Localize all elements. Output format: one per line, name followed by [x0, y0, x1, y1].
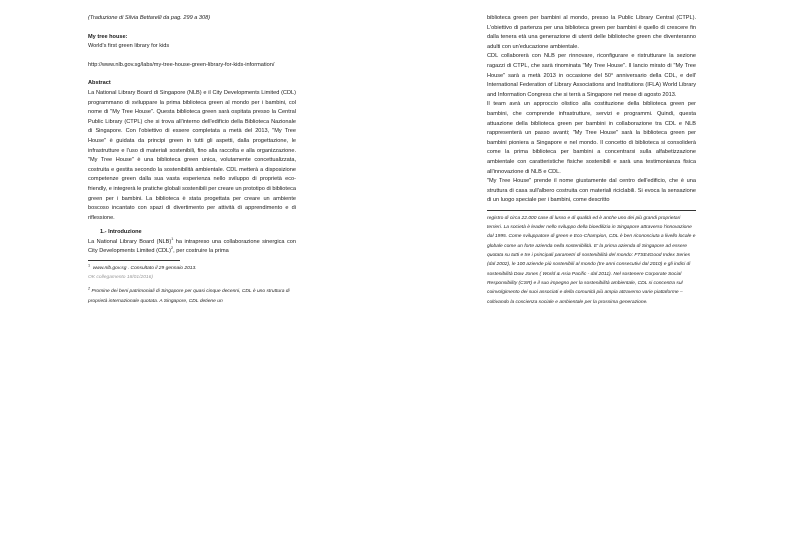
right-column [487, 14, 696, 307]
paragraph-2: CDL collaborerà con NLB per rinnovare, riconfigurare e ristrutturare la sezione ragazzi di CTPL, che sarà rinominata "My Tree House". Il lancio mirato di "My Tree House" sarà a metà 2013 in occasione del 50° anniversario della CDL, e dell' International Federation of Library Associations and Institutions (IFLA) World Library and Information Congress che si terrà a Singapore nel mese di agosto 2013. [487, 53, 696, 98]
footnote-1-number: 1 [88, 263, 91, 268]
paragraph-1: biblioteca green per bambini al mondo, presso la Public Library Central (CTPL). L'obiettivo di partenza per una biblioteca green per bambini è quello di crescere fin dalla tenera età una generazione di utenti delle biblioteche green che diventeranno adulti con un'educazione ambientale. [487, 15, 696, 50]
left-column [88, 14, 296, 306]
source-url: http://www.nlb.gov.sg/labs/my-tree-house-green-library-for-kids-information/ [88, 61, 275, 68]
translation-note: (Traduzione di Silvia Bettarelli da pag. 299 a 308) [88, 15, 211, 21]
footnote-2-continued: registro di circa 22.000 case di lusso e di qualità ed è anche uno dei più grandi proprietari terrieri. La società è leader nello sviluppo della bioedilizia in Singapore attraverso l'innovazione dal 1995. Come sviluppatore di green e Eco-Champion, CDL è ben riconosciuta a livello locale e globale come un forte azienda nella sostenibilità. E' la prima azienda di Singapore ad essere quotata su tutti e tre i principali parametri di sostenibilità del mondo: FTSE4Good Index Series (dal 2002), le 100 aziende più sostenibili al mondo (tre anni consecutivi dal 2010) e gli indici di sostenibilità Dow Jones ( World & Asia Pacific - dal 2011). Nel sostenere Corporate Social Responsibility (CSR) e il suo impegno per la sostenibilità ambientale, CDL si concentra sul coinvolgimento dei suoi associati e della comunità più ampia attraverso varie piattaforme – coltivando la coscienza sociale e ambientale per la prossima generazione. [487, 215, 696, 305]
footnote-ref-2: 2 [171, 246, 174, 251]
footnote-2-number: 2 [88, 286, 91, 291]
abstract-text: La National Library Board di Singapore (NLB) e il City Developments Limited (CDL) programmano di sviluppare la prima biblioteca green al mondo per i bambini, col nome di "My Tree House". Questa biblioteca green sarà ospitata presso la Central Public Library (CTPL) che si trova all'interno dell'edificio della Biblioteca Nazionale di Singapore. Con l'obiettivo di essere completata a metà del 2013, "My Tree House" è guidata da principi green in tutti gli aspetti, dalla progettazione, le infrastrutture e l'uso di materiali sostenibili, fino alla raccolta e alla organizzazione. "My Tree House" è una biblioteca green unica, volutamente concettualizzata, costruita e gestita secondo la sostenibilità ambientale. CDL metterà a disposizione competenze green dalla sua vasta esperienza nello sviluppo di proprietà eco-friendly, e integrerà le pratiche globali sostenibili per creare un prototipo di biblioteca green per i bambini. La biblioteca è stata progettata per creare un ambiente boscoso incantato con spazi di divertimento per attività di apprendimento e di riflessione. [88, 89, 296, 221]
footnote-1-text: www.nlb.gov.sg . Consultato il 29 gennaio 2013. [92, 266, 197, 272]
intro-text-part-1: La National Library Board (NLB) [88, 238, 172, 245]
paragraph-3: Il team avrà un approccio olistico alla costituzione della biblioteca green per bambini, che comprende infrastrutture, servizi e programmi. Quindi, questa attuazione della biblioteca green per bambini in collaborazione tra CDL e NLB rappresenterà un passo avanti; "My Tree House" sarà la biblioteca green per bambini pioniera a Singapore e nel mondo. Il concetto di biblioteca si consoliderà come la prima biblioteca per bambini a concentrarsi sulla alfabetizzazione ambientale con caratteristiche fisiche sostenibili e sarà una testimonianza fisica all'innovazione di NLB e CDL. [487, 101, 696, 175]
article-title: My tree house: [88, 33, 128, 40]
footnote-2-text: Promine dei beni patrimoniali di Singapore per quasi cinque decenni, CDL è uno struttura di proprietà internazionale quotata. A Singapore, CDL detiene un [88, 289, 290, 304]
footnote-1 [88, 265, 296, 274]
abstract-heading: Abstract [88, 80, 111, 87]
footnote-2 [88, 287, 296, 306]
intro-text-part-2: ha intrapreso una collaborazione sinergica con City Developments Limited (CDL) [88, 238, 297, 255]
footnote-1-check: OK collegamento 18/01/2016) [88, 274, 153, 280]
introduction-text [88, 238, 296, 257]
intro-text-part-3: , per costruire la prima [173, 248, 229, 255]
paragraph-4: "My Tree House" prende il nome giustamente dal centro dell'edificio, che è una struttura di casa sull'albero costruita con materiali riciclabili. Si evoca la sensazione di un luogo speciale per i bambini, come descritto [487, 178, 696, 204]
footnote-separator-right [487, 210, 696, 211]
section-heading-introduction: 1.- Introduzione [100, 229, 142, 236]
article-subtitle: World's first green library for kids [88, 43, 170, 50]
footnote-ref-1: 1 [171, 237, 174, 242]
footnote-separator [88, 260, 180, 261]
